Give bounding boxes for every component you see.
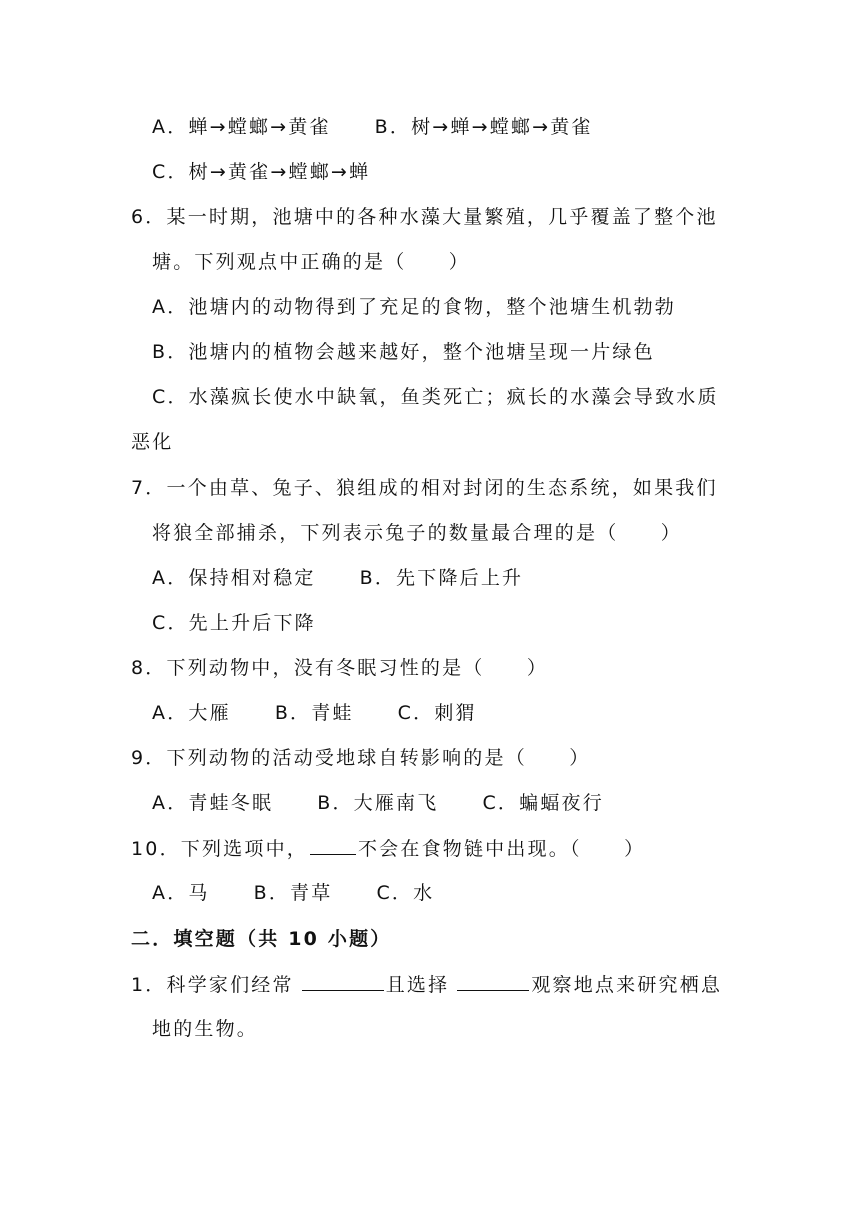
section-2-title: 二．填空题（共 10 小题） bbox=[131, 928, 392, 950]
q10-option-a: A．马 bbox=[152, 882, 210, 904]
q10-stem-suffix: 不会在食物链中出现。（ ） bbox=[357, 838, 646, 860]
fill-q1-suffix: 观察地点来研究栖息 bbox=[531, 974, 723, 996]
fill-q1-line-1 bbox=[131, 972, 722, 997]
q8-stem: 8．下列动物中，没有冬眠习性的是（ ） bbox=[131, 657, 549, 679]
q6-option-c-line-2: 恶化 bbox=[131, 431, 174, 453]
q9-option-b: B．大雁南飞 bbox=[317, 792, 439, 814]
q6-stem-line-1: 6．某一时期，池塘中的各种水藻大量繁殖，几乎覆盖了整个池 bbox=[131, 206, 718, 228]
q7-option-b: B．先下降后上升 bbox=[359, 567, 524, 589]
q9-stem: 9．下列动物的活动受地球自转影响的是（ ） bbox=[131, 747, 591, 769]
q8-option-b: B．青蛙 bbox=[274, 702, 354, 724]
q7-stem-line-2: 将狼全部捕杀，下列表示兔子的数量最合理的是（ ） bbox=[152, 522, 683, 544]
q6-option-c-line-1: C．水藻疯长使水中缺氧，鱼类死亡；疯长的水藻会导致水质 bbox=[152, 386, 719, 408]
q6-stem-line-2: 塘。下列观点中正确的是（ ） bbox=[152, 251, 471, 273]
fill-q1-line-2: 地的生物。 bbox=[152, 1018, 259, 1040]
q5-options-row-1 bbox=[152, 115, 593, 139]
q10-option-c: C．水 bbox=[376, 882, 435, 904]
q9-option-c: C．蝙蝠夜行 bbox=[482, 792, 604, 814]
q6-option-a: A．池塘内的动物得到了充足的食物，整个池塘生机勃勃 bbox=[152, 296, 676, 318]
q8-options-row bbox=[152, 701, 477, 725]
q9-option-a: A．青蛙冬眠 bbox=[152, 792, 274, 814]
q9-options-row bbox=[152, 791, 604, 815]
q7-stem-line-1: 7．一个由草、兔子、狼组成的相对封闭的生态系统，如果我们 bbox=[131, 477, 718, 499]
q5-options-row-2 bbox=[152, 160, 370, 184]
q5-option-b: B．树→蝉→螳螂→黄雀 bbox=[374, 116, 593, 138]
q5-option-a: A．蝉→螳螂→黄雀 bbox=[152, 116, 331, 138]
q7-option-a: A．保持相对稳定 bbox=[152, 567, 316, 589]
q10-options-row bbox=[152, 881, 434, 905]
q6-option-b: B．池塘内的植物会越来越好，整个池塘呈现一片绿色 bbox=[152, 341, 655, 363]
q7-options-row-1 bbox=[152, 566, 523, 590]
q7-option-c: C．先上升后下降 bbox=[152, 612, 316, 634]
q8-option-a: A．大雁 bbox=[152, 702, 231, 724]
q5-option-c: C．树→黄雀→螳螂→蝉 bbox=[152, 161, 371, 183]
q10-answer-blank bbox=[310, 836, 356, 855]
q8-option-c: C．刺猬 bbox=[397, 702, 477, 724]
q10-option-b: B．青草 bbox=[253, 882, 333, 904]
fill-q1-prefix: 1．科学家们经常 bbox=[131, 974, 294, 996]
q10-stem bbox=[131, 836, 645, 861]
fill-q1-middle: 且选择 bbox=[385, 974, 450, 996]
q10-stem-prefix: 10．下列选项中， bbox=[131, 838, 308, 860]
fill-q1-blank-1 bbox=[302, 972, 384, 991]
fill-q1-blank-2 bbox=[457, 972, 529, 991]
